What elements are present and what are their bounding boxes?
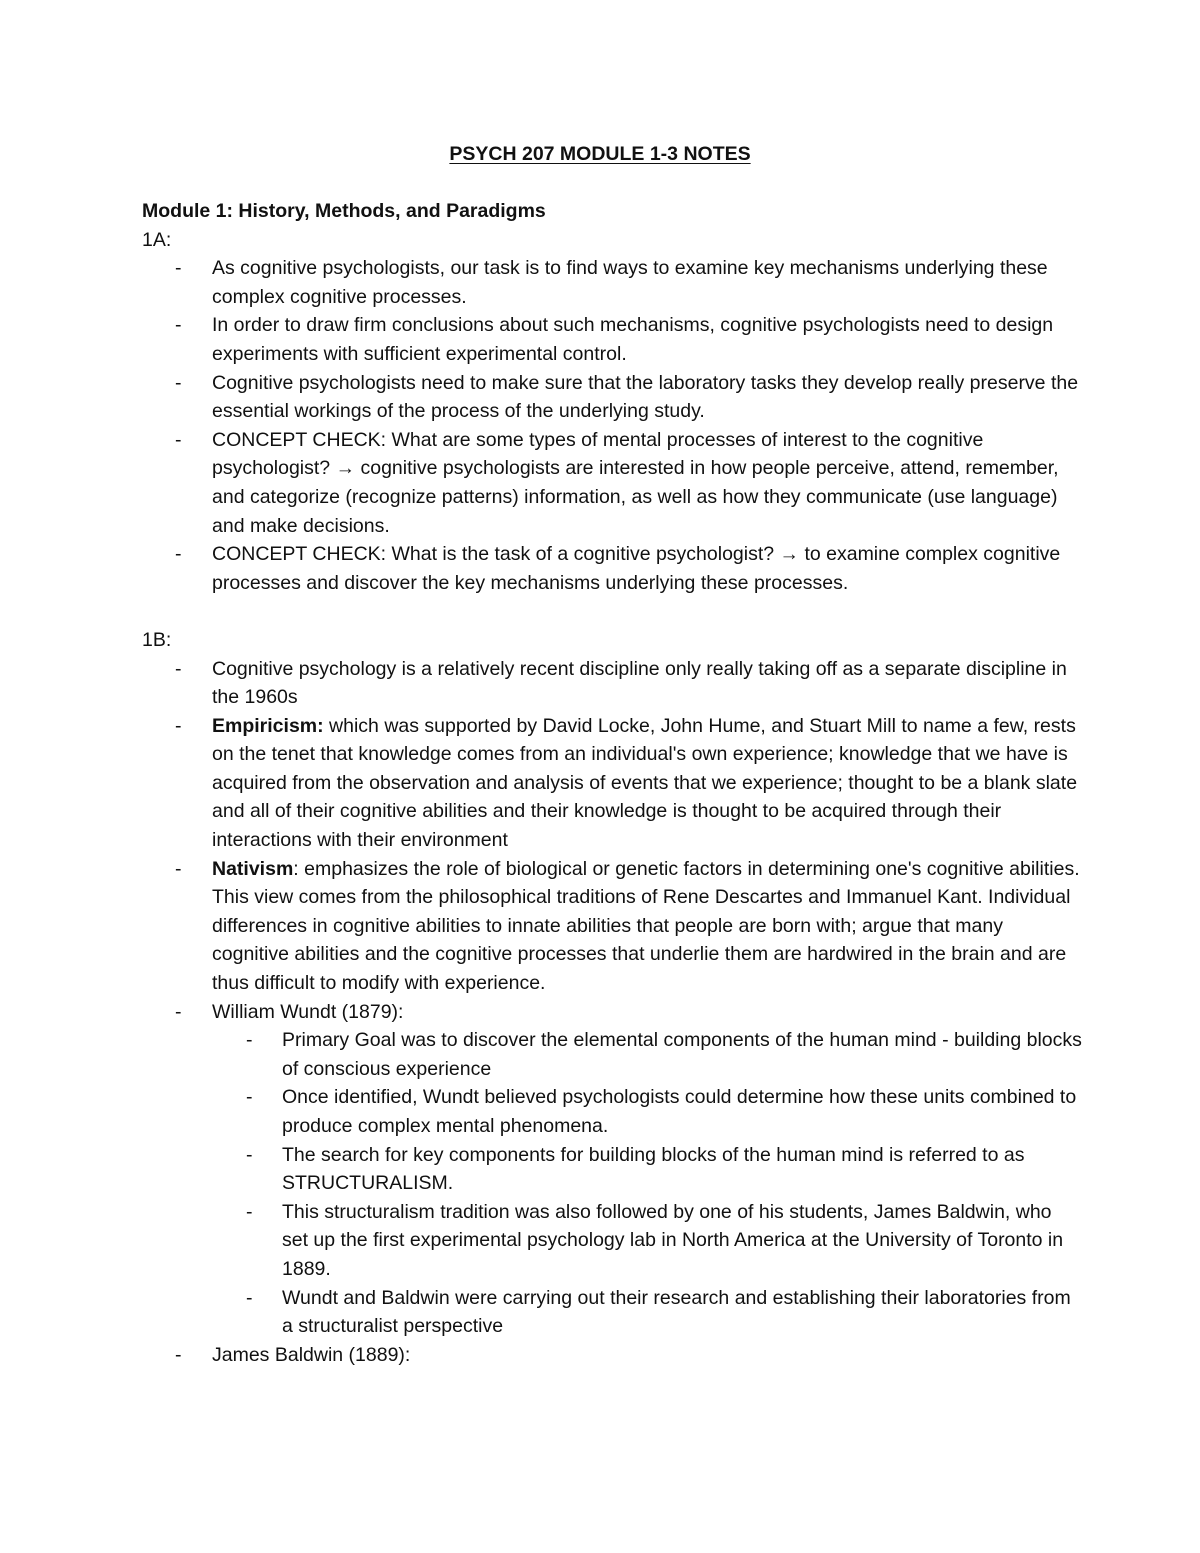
term-nativism: Nativism <box>212 857 294 880</box>
list-item: - CONCEPT CHECK: What is the task of a cognitive psychologist? → to examine complex cognitive processes and discover the key mechanisms underlying these processes. <box>142 540 1082 597</box>
list-item: - CONCEPT CHECK: What are some types of mental processes of interest to the cognitive psychologist? → cognitive psychologists are interested in how people perceive, attend, remember, and categorize (recognize patterns) information, as well as how they communicate (use language) and make decisions. <box>142 426 1082 540</box>
empiricism-definition: which was supported by David Locke, John Hume, and Stuart Mill to name a few, rests on the tenet that knowledge comes from an individual's own experience; knowledge that we have is acquired from the observation and analysis of events that we experience; thought to be a blank slate and all of their cognitive abilities and their knowledge is thought to be acquired through their interactions with their environment <box>212 714 1078 852</box>
wundt-sub-list <box>212 1026 1082 1341</box>
document-body <box>142 197 1082 1369</box>
section-spacer <box>142 597 1082 626</box>
list-item-wundt <box>142 998 1082 1341</box>
section-1b-list <box>142 655 1082 1370</box>
sub-list-item: - The search for key components for building blocks of the human mind is referred to as STRUCTURALISM. <box>212 1141 1082 1198</box>
list-item: - Cognitive psychology is a relatively recent discipline only really taking off as a separate discipline in the 1960s <box>142 655 1082 712</box>
document-title: PSYCH 207 MODULE 1-3 NOTES <box>449 143 751 165</box>
sub-list-item: - Once identified, Wundt believed psychologists could determine how these units combined to produce complex mental phenomena. <box>212 1083 1082 1140</box>
sub-list-item: - Primary Goal was to discover the elemental components of the human mind - building blocks of conscious experience <box>212 1026 1082 1083</box>
list-item: - Cognitive psychologists need to make sure that the laboratory tasks they develop really preserve the essential workings of the process of the underlying study. <box>142 369 1082 426</box>
term-empiricism: Empiricism: <box>212 714 324 737</box>
section-1a-list <box>142 254 1082 597</box>
section-1a-label: 1A: <box>142 228 172 251</box>
nativism-definition: : emphasizes the role of biological or genetic factors in determining one's cognitive abilities. This view comes from the philosophical traditions of Rene Descartes and Immanuel Kant. Individual differences in cognitive abilities to innate abilities that people are born with; argue that many cognitive abilities and the cognitive processes that underlie them are hardwired in the brain and are thus difficult to modify with experience. <box>212 857 1080 995</box>
list-item: - As cognitive psychologists, our task is to find ways to examine key mechanisms underlying these complex cognitive processes. <box>142 254 1082 311</box>
list-item-nativism <box>142 855 1082 998</box>
sub-list-item: - This structuralism tradition was also followed by one of his students, James Baldwin, who set up the first experimental psychology lab in North America at the University of Toronto in 1889. <box>212 1198 1082 1284</box>
wundt-label: William Wundt (1879): <box>212 1000 404 1023</box>
sub-list-item: - Wundt and Baldwin were carrying out their research and establishing their laboratories from a structuralist perspective <box>212 1284 1082 1341</box>
list-item-empiricism <box>142 712 1082 855</box>
module-1-heading: Module 1: History, Methods, and Paradigms <box>142 200 546 222</box>
section-1b-label: 1B: <box>142 628 172 651</box>
list-item-baldwin: - James Baldwin (1889): <box>142 1341 1082 1370</box>
list-item: - In order to draw firm conclusions about such mechanisms, cognitive psychologists need to design experiments with sufficient experimental control. <box>142 311 1082 368</box>
